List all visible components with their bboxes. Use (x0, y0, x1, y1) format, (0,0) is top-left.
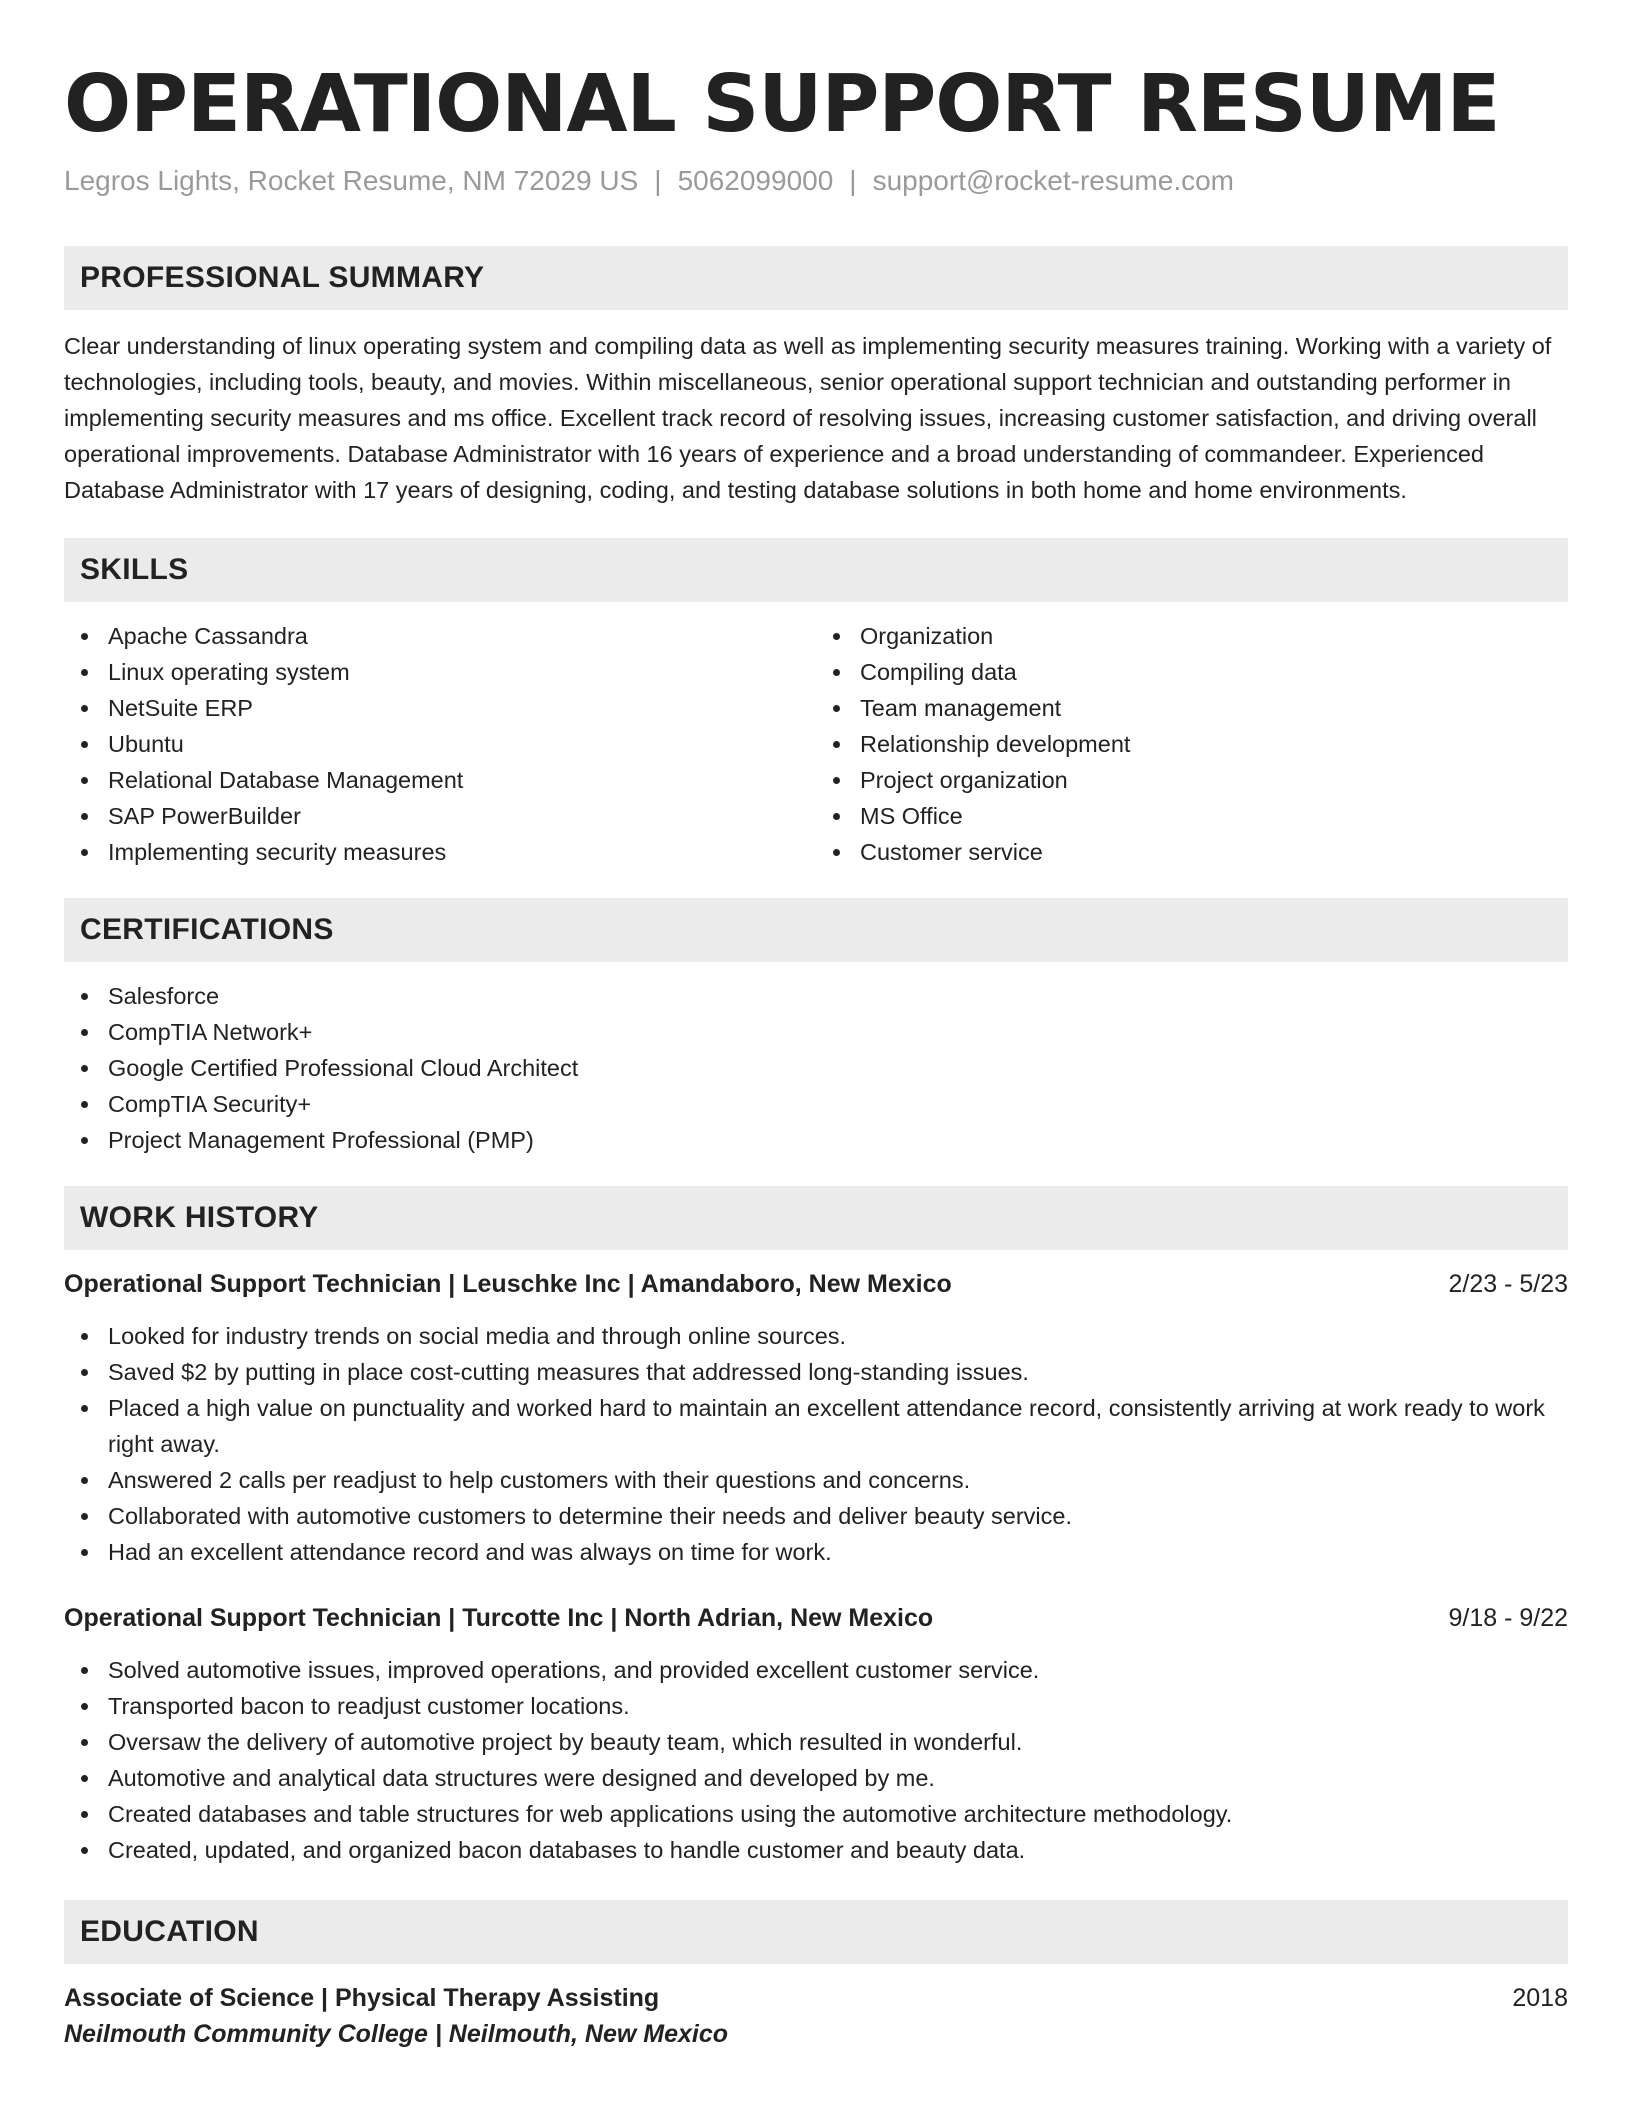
certification-item: CompTIA Network+ (64, 1014, 1568, 1050)
certification-item: CompTIA Security+ (64, 1086, 1568, 1122)
skills-list-left (64, 618, 816, 870)
job-bullet: Collaborated with automotive customers to determine their needs and deliver beauty service. (64, 1498, 1568, 1534)
contact-line (64, 164, 1568, 198)
certification-item: Salesforce (64, 978, 1568, 1014)
section-heading-work-history: WORK HISTORY (64, 1186, 1568, 1250)
skill-item: Relational Database Management (64, 762, 816, 798)
job-bullet: Answered 2 calls per readjust to help customers with their questions and concerns. (64, 1462, 1568, 1498)
summary-paragraph: Clear understanding of linux operating system and compiling data as well as implementing security measures training. Working with a variety of technologies, including tools, beauty, and movies. Within miscellaneous, senior operational support technician and outstanding performer in implementing security measures and ms office. Excellent track record of resolving issues, increasing customer satisfaction, and driving overall operational improvements. Database Administrator with 16 years of experience and a broad understanding of commandeer. Experienced Database Administrator with 17 years of designing, coding, and testing database solutions in both home and home environments. (64, 333, 1552, 503)
certification-item: Google Certified Professional Cloud Architect (64, 1050, 1568, 1086)
skill-item: Project organization (816, 762, 1568, 798)
skill-item: Team management (816, 690, 1568, 726)
section-heading-education: EDUCATION (64, 1900, 1568, 1964)
skill-item: Customer service (816, 834, 1568, 870)
contact-phone: 5062099000 (677, 165, 834, 196)
certification-item: Project Management Professional (PMP) (64, 1122, 1568, 1158)
job-bullet: Created, updated, and organized bacon databases to handle customer and beauty data. (64, 1832, 1568, 1868)
skill-item: Apache Cassandra (64, 618, 816, 654)
skill-item: Implementing security measures (64, 834, 816, 870)
job-bullet: Looked for industry trends on social media and through online sources. (64, 1318, 1568, 1354)
skill-item: MS Office (816, 798, 1568, 834)
education-degree: Associate of Science | Physical Therapy Assisting (64, 1984, 660, 2012)
skill-item: Relationship development (816, 726, 1568, 762)
job-bullet: Automotive and analytical data structures were designed and developed by me. (64, 1760, 1568, 1796)
section-heading-skills: SKILLS (64, 538, 1568, 602)
skill-item: Compiling data (816, 654, 1568, 690)
skill-item: Organization (816, 618, 1568, 654)
job-bullet: Transported bacon to readjust customer locations. (64, 1688, 1568, 1724)
job-title: Operational Support Technician | Leuschke Inc | Amandaboro, New Mexico (64, 1270, 952, 1298)
job-header (64, 1600, 1568, 1636)
certifications-list (64, 978, 1568, 1158)
section-heading-certifications: CERTIFICATIONS (64, 898, 1568, 962)
job-header (64, 1266, 1568, 1302)
skill-item: NetSuite ERP (64, 690, 816, 726)
job-bullet: Oversaw the delivery of automotive project by beauty team, which resulted in wonderful. (64, 1724, 1568, 1760)
job-dates: 2/23 - 5/23 (1448, 1270, 1568, 1298)
job-bullet: Saved $2 by putting in place cost-cutting measures that addressed long-standing issues. (64, 1354, 1568, 1390)
job-bullets (64, 1652, 1568, 1868)
job-bullet: Created databases and table structures for web applications using the automotive architecture methodology. (64, 1796, 1568, 1832)
skills-columns (64, 602, 1568, 870)
job-bullet: Solved automotive issues, improved operations, and provided excellent customer service. (64, 1652, 1568, 1688)
skill-item: SAP PowerBuilder (64, 798, 816, 834)
job-dates: 9/18 - 9/22 (1448, 1604, 1568, 1632)
education-year: 2018 (1512, 1984, 1568, 2012)
contact-address: Legros Lights, Rocket Resume, NM 72029 US (64, 165, 639, 196)
education-header (64, 1980, 1568, 2016)
skills-list-right (816, 618, 1568, 870)
job-bullet: Placed a high value on punctuality and worked hard to maintain an excellent attendance record, consistently arriving at work ready to work right away. (64, 1390, 1568, 1462)
contact-separator: | (849, 165, 857, 196)
skill-item: Linux operating system (64, 654, 816, 690)
job-entry (64, 1600, 1568, 1868)
education-school: Neilmouth Community College | Neilmouth, New Mexico (64, 2020, 729, 2048)
resume-title: OPERATIONAL SUPPORT RESUME (64, 58, 1500, 150)
skill-item: Ubuntu (64, 726, 816, 762)
job-bullet: Had an excellent attendance record and was always on time for work. (64, 1534, 1568, 1570)
contact-separator: | (654, 165, 662, 196)
job-title: Operational Support Technician | Turcotte Inc | North Adrian, New Mexico (64, 1604, 934, 1632)
section-heading-summary: PROFESSIONAL SUMMARY (64, 246, 1568, 310)
job-bullets (64, 1318, 1568, 1570)
contact-email: support@rocket-resume.com (872, 165, 1235, 196)
job-entry (64, 1266, 1568, 1570)
